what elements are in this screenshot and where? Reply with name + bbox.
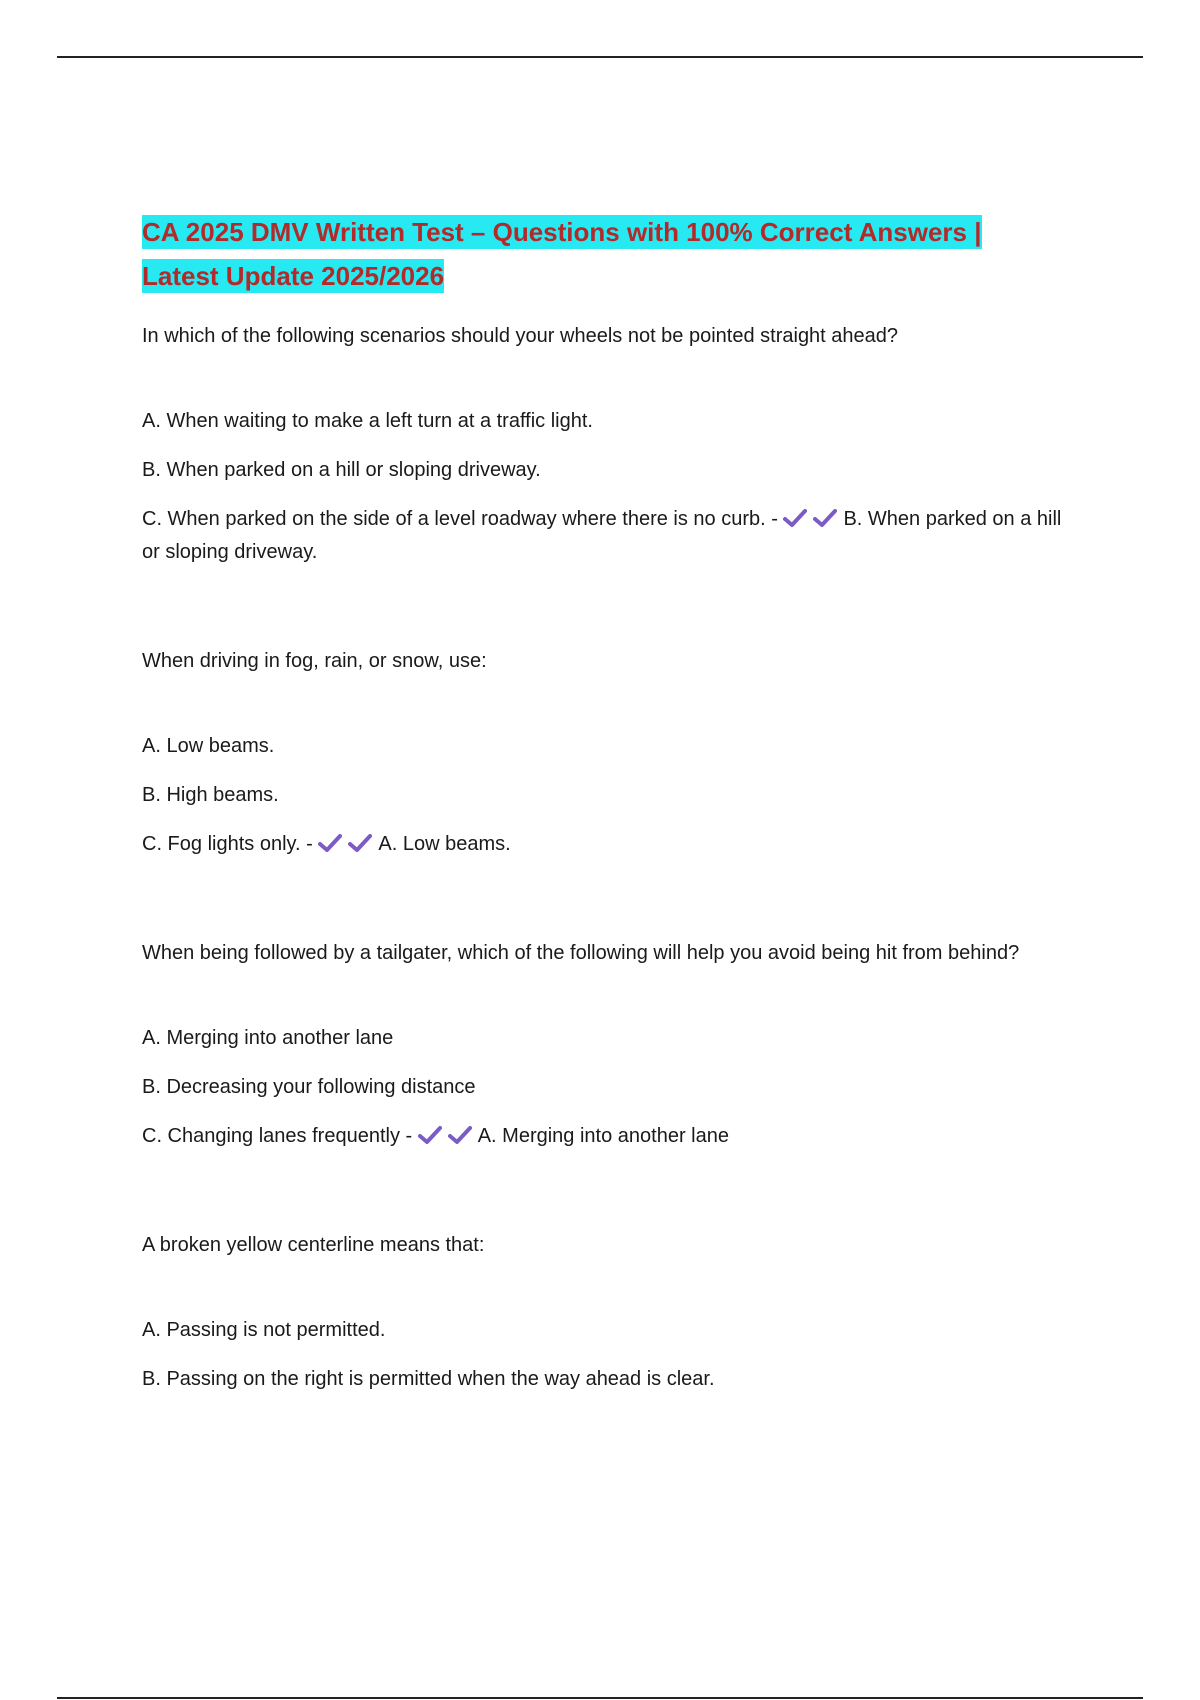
header-rule (57, 56, 1143, 58)
question-block-1 (142, 320, 1062, 569)
option-b: B. Decreasing your following distance (142, 1076, 476, 1098)
option-a: A. When waiting to make a left turn at a traffic light. (142, 410, 593, 432)
title-line-2: Latest Update 2025/2026 (142, 261, 445, 291)
option-c: C. Fog lights only. - (142, 833, 313, 855)
check-icon (813, 508, 837, 528)
question-text: When driving in fog, rain, or snow, use: (142, 650, 487, 672)
check-icon (318, 833, 342, 853)
check-icon (783, 508, 807, 528)
option-a: A. Passing is not permitted. (142, 1319, 386, 1341)
option-b: B. High beams. (142, 784, 279, 806)
question-text: In which of the following scenarios should your wheels not be pointed straight ahead? (142, 325, 899, 347)
title-line-1: CA 2025 DMV Written Test – Questions with 100% Correct Answers | (142, 217, 982, 247)
option-c: C. When parked on the side of a level roadway where there is no curb. - (142, 508, 778, 530)
footer-rule (57, 1697, 1143, 1699)
option-b: B. When parked on a hill or sloping driveway. (142, 459, 541, 481)
option-a: A. Low beams. (142, 735, 275, 757)
option-c-with-answer (142, 828, 1062, 861)
correct-answer: A. Low beams. (378, 833, 511, 855)
option-b: B. Passing on the right is permitted when the way ahead is clear. (142, 1368, 715, 1390)
option-c: C. Changing lanes frequently - (142, 1125, 413, 1147)
correct-answer: B. When parked on a hill or sloping driveway. (142, 508, 1062, 563)
check-icon (448, 1125, 472, 1145)
correct-answer: A. Merging into another lane (477, 1125, 729, 1147)
option-a: A. Merging into another lane (142, 1027, 394, 1049)
question-block-4 (142, 1229, 1062, 1396)
option-c-with-answer (142, 1120, 1062, 1153)
document-body (142, 210, 1062, 1412)
question-block-2 (142, 645, 1062, 861)
document-title (142, 210, 1062, 298)
check-icon (348, 833, 372, 853)
question-text: When being followed by a tailgater, which of the following will help you avoid being hit from behind? (142, 942, 1020, 964)
question-block-3 (142, 937, 1062, 1153)
question-text: A broken yellow centerline means that: (142, 1234, 485, 1256)
option-c-with-answer (142, 503, 1062, 569)
check-icon (418, 1125, 442, 1145)
